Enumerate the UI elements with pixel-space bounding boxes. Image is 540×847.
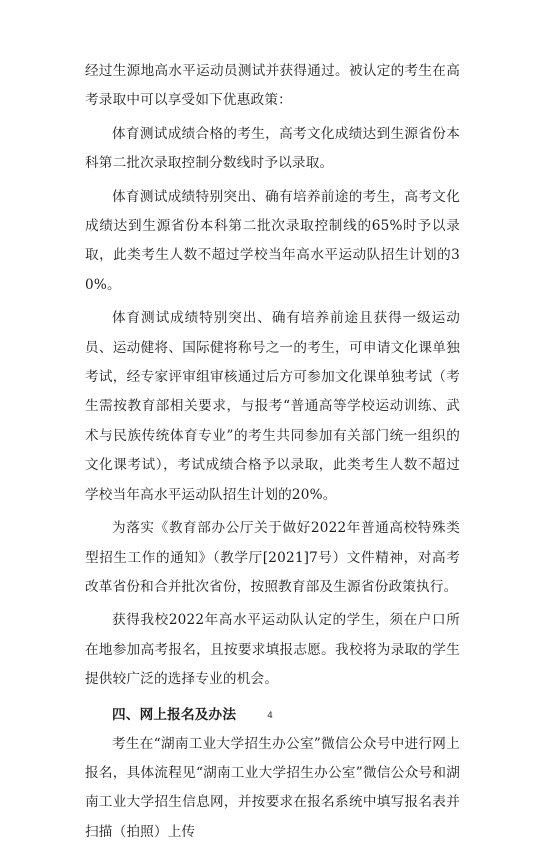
paragraph-policy-qualified: 体育测试成绩合格的考生，高考文化成绩达到生源省份本科第二批次录取控制分数线时予以录取。 <box>85 125 460 172</box>
paragraph-policy-outstanding: 体育测试成绩特别突出、确有培养前途的考生，高考文化成绩达到生源省份本科第二批次录取控制线的65%时予以录取，此类考生人数不超过学校当年高水平运动队招生计划的30%。 <box>85 188 460 293</box>
page-body <box>85 57 460 847</box>
section-heading: 四、网上报名及办法 <box>112 706 237 723</box>
paragraph-registration-requirement: 获得我校2022年高水平运动队认定的学生，须在户口所在地参加高考报名，且按要求填报志愿。我校将为录取的学生提供较广泛的选择专业的机会。 <box>85 612 460 688</box>
paragraph-continued: 经过生源地高水平运动员测试并获得通过。被认定的考生在高考录取中可以享受如下优惠政策： <box>85 63 460 109</box>
page-number: 4 <box>267 711 273 721</box>
paragraph-implementation: 为落实《教育部办公厅关于做好2022年普通高校特殊类型招生工作的通知》（教学厅[2021]7号）文件精神，对高考改革省份和合并批次省份，按照教育部及生源省份政策执行。 <box>85 520 460 595</box>
paragraph-policy-separate-exam: 体育测试成绩特别突出、确有培养前途且获得一级运动员、运动健将、国际健将称号之一的考生，可申请文化课单独考试，经专家评审组审核通过后方可参加文化课单独考试（考生需按教育部相关要求，与报考“普通高等学校运动训练、武术与民族传统体育专业”的考生共同参加有关部门统一组织的文化课考试），考试成绩合格予以录取，此类考生人数不超过学校当年高水平运动队招生计划的20%。 <box>85 310 460 503</box>
paragraph-online-registration: 考生在“湖南工业大学招生办公室”微信公众号中进行网上报名，具体流程见“湖南工业大学招生办公室”微信公众号和湖南工业大学招生信息网，并按要求在报名系统中填写报名表并扫描（拍照）上传 <box>85 735 460 840</box>
